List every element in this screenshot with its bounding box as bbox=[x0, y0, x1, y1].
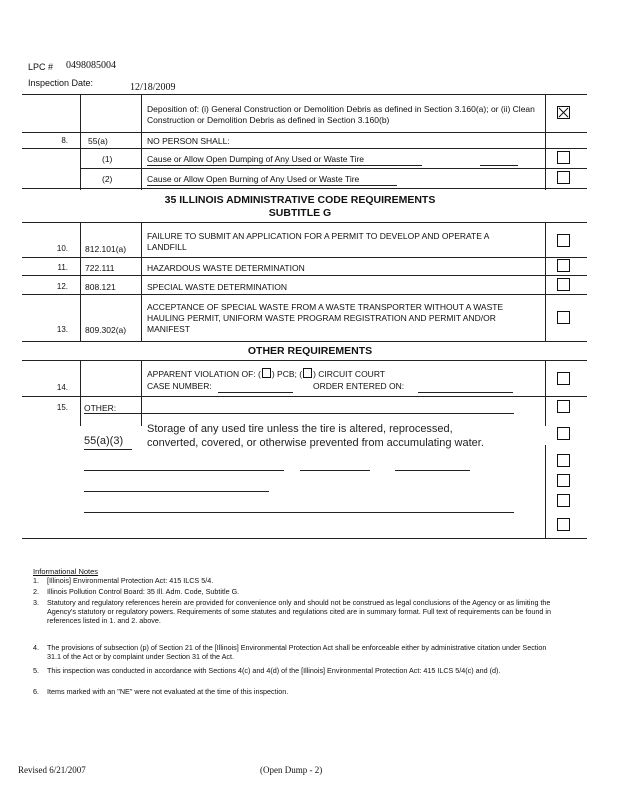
row-number: 11. bbox=[57, 263, 68, 272]
no-person-shall-text: NO PERSON SHALL: bbox=[147, 136, 230, 146]
page-label: (Open Dump - 2) bbox=[260, 765, 323, 775]
iac-section-title: 35 ILLINOIS ADMINISTRATIVE CODE REQUIREMENTS bbox=[164, 194, 436, 206]
note-item: 6. Items marked with an "NE" were not evaluated at the time of this inspection. bbox=[33, 687, 289, 696]
deposition-text: Deposition of: (i) General Construction or Demolition Debris as defined in Section 3.160(a); or (ii) Clean Construction or Demolition Debris as defined in Section 3.160(b) bbox=[147, 104, 535, 125]
hazardous-waste-text: HAZARDOUS WASTE DETERMINATION bbox=[147, 263, 305, 273]
special-waste-checkbox[interactable] bbox=[557, 278, 570, 291]
note-item: 1. [Illinois] Environmental Protection Act: 415 ILCS 5/4. bbox=[33, 576, 214, 585]
blank-checkbox[interactable] bbox=[557, 494, 570, 507]
pcb-label: ) PCB; ( bbox=[271, 369, 303, 379]
special-waste-transporter-checkbox[interactable] bbox=[557, 311, 570, 324]
inspection-date-label: Inspection Date: bbox=[28, 78, 94, 88]
other-label: OTHER: bbox=[84, 403, 117, 413]
row-number: 12. bbox=[56, 282, 68, 291]
note-item: 2. Illinois Pollution Control Board: 35 Ill. Adm. Code, Subtitle G. bbox=[33, 587, 240, 596]
pcb-checkbox[interactable] bbox=[262, 368, 271, 378]
other-statute-ref: 55(a)(3) bbox=[84, 435, 124, 447]
open-dumping-tire-checkbox[interactable] bbox=[557, 151, 570, 164]
note-item: 3. Statutory and regulatory references herein are provided for convenience only and should not be construed as legal conclusions of the Agency or as limiting the Agency's statutory or regulatory powers. Requirements of some statutes and regulations cited are in summary format. Full text of requirements can be found in references listed in 1. and 2. above. bbox=[33, 598, 551, 625]
lpc-number: 0498085004 bbox=[66, 60, 116, 71]
permit-application-text: FAILURE TO SUBMIT AN APPLICATION FOR A PERMIT TO DEVELOP AND OPERATE A LANDFILL bbox=[147, 231, 489, 252]
deposition-checkbox[interactable] bbox=[557, 106, 570, 119]
apparent-violation-label: APPARENT VIOLATION OF: ( bbox=[147, 369, 261, 379]
order-entered-label: ORDER ENTERED ON: bbox=[313, 381, 405, 391]
hazardous-waste-checkbox[interactable] bbox=[557, 259, 570, 272]
lpc-label: LPC # bbox=[28, 62, 54, 72]
note-item: 5. This inspection was conducted in accordance with Sections 4(c) and 4(d) of the [Illinois] Environmental Protection Act: 415 ILCS 5/4(c) and (d). bbox=[33, 666, 501, 675]
row-number: 10. bbox=[56, 244, 68, 253]
iac-section-subtitle: SUBTITLE G bbox=[268, 207, 332, 219]
statute-ref: 722.111 bbox=[85, 263, 115, 273]
statute-ref: 55(a) bbox=[88, 136, 108, 146]
statute-ref: 808.121 bbox=[85, 282, 116, 292]
special-waste-transporter-text: ACCEPTANCE OF SPECIAL WASTE FROM A WASTE TRANSPORTER WITHOUT A WASTE HAULING PERMIT, UNIFORM WASTE PROGRAM REGISTRATION AND PERMIT AND/OR MANIFEST bbox=[147, 302, 504, 334]
open-dumping-tire-text: Cause or Allow Open Dumping of Any Used or Waste Tire bbox=[147, 154, 365, 164]
case-number-label: CASE NUMBER: bbox=[147, 381, 212, 391]
statute-ref: 812.101(a) bbox=[85, 244, 127, 254]
note-item: 4. The provisions of subsection (p) of Section 21 of the [Illinois] Environmental Protection Act shall be enforceable either by administrative citation under Section 31.1 of the Act or by complaint under Section 31 of the Act. bbox=[33, 643, 547, 661]
other-checkbox[interactable] bbox=[557, 400, 570, 413]
notes-title: Informational Notes bbox=[33, 567, 99, 576]
other-violation-checkbox[interactable] bbox=[557, 427, 570, 440]
row-number: 8. bbox=[61, 136, 68, 145]
special-waste-text: SPECIAL WASTE DETERMINATION bbox=[147, 282, 287, 292]
blank-checkbox[interactable] bbox=[557, 474, 570, 487]
apparent-violation-line bbox=[147, 368, 385, 380]
sub-ref: (1) bbox=[102, 154, 113, 164]
apparent-violation-checkbox[interactable] bbox=[557, 372, 570, 385]
blank-checkbox[interactable] bbox=[557, 454, 570, 467]
circuit-court-label: ) CIRCUIT COURT bbox=[313, 369, 385, 379]
row-number: 13. bbox=[56, 325, 68, 334]
open-burning-tire-text: Cause or Allow Open Burning of Any Used or Waste Tire bbox=[147, 174, 360, 184]
row-number: 14. bbox=[56, 383, 68, 392]
other-violation-text-line1: Storage of any used tire unless the tire is altered, reprocessed, bbox=[147, 423, 453, 435]
blank-checkbox[interactable] bbox=[557, 518, 570, 531]
permit-application-checkbox[interactable] bbox=[557, 234, 570, 247]
other-violation-text-line2: converted, covered, or otherwise prevented from accumulating water. bbox=[147, 437, 484, 449]
sub-ref: (2) bbox=[102, 174, 113, 184]
circuit-court-checkbox[interactable] bbox=[303, 368, 312, 378]
revised-date: Revised 6/21/2007 bbox=[18, 765, 86, 775]
open-burning-tire-checkbox[interactable] bbox=[557, 171, 570, 184]
inspection-date-value: 12/18/2009 bbox=[130, 82, 176, 93]
other-requirements-title: OTHER REQUIREMENTS bbox=[247, 345, 373, 357]
row-number: 15. bbox=[56, 403, 68, 412]
statute-ref: 809.302(a) bbox=[85, 325, 127, 335]
